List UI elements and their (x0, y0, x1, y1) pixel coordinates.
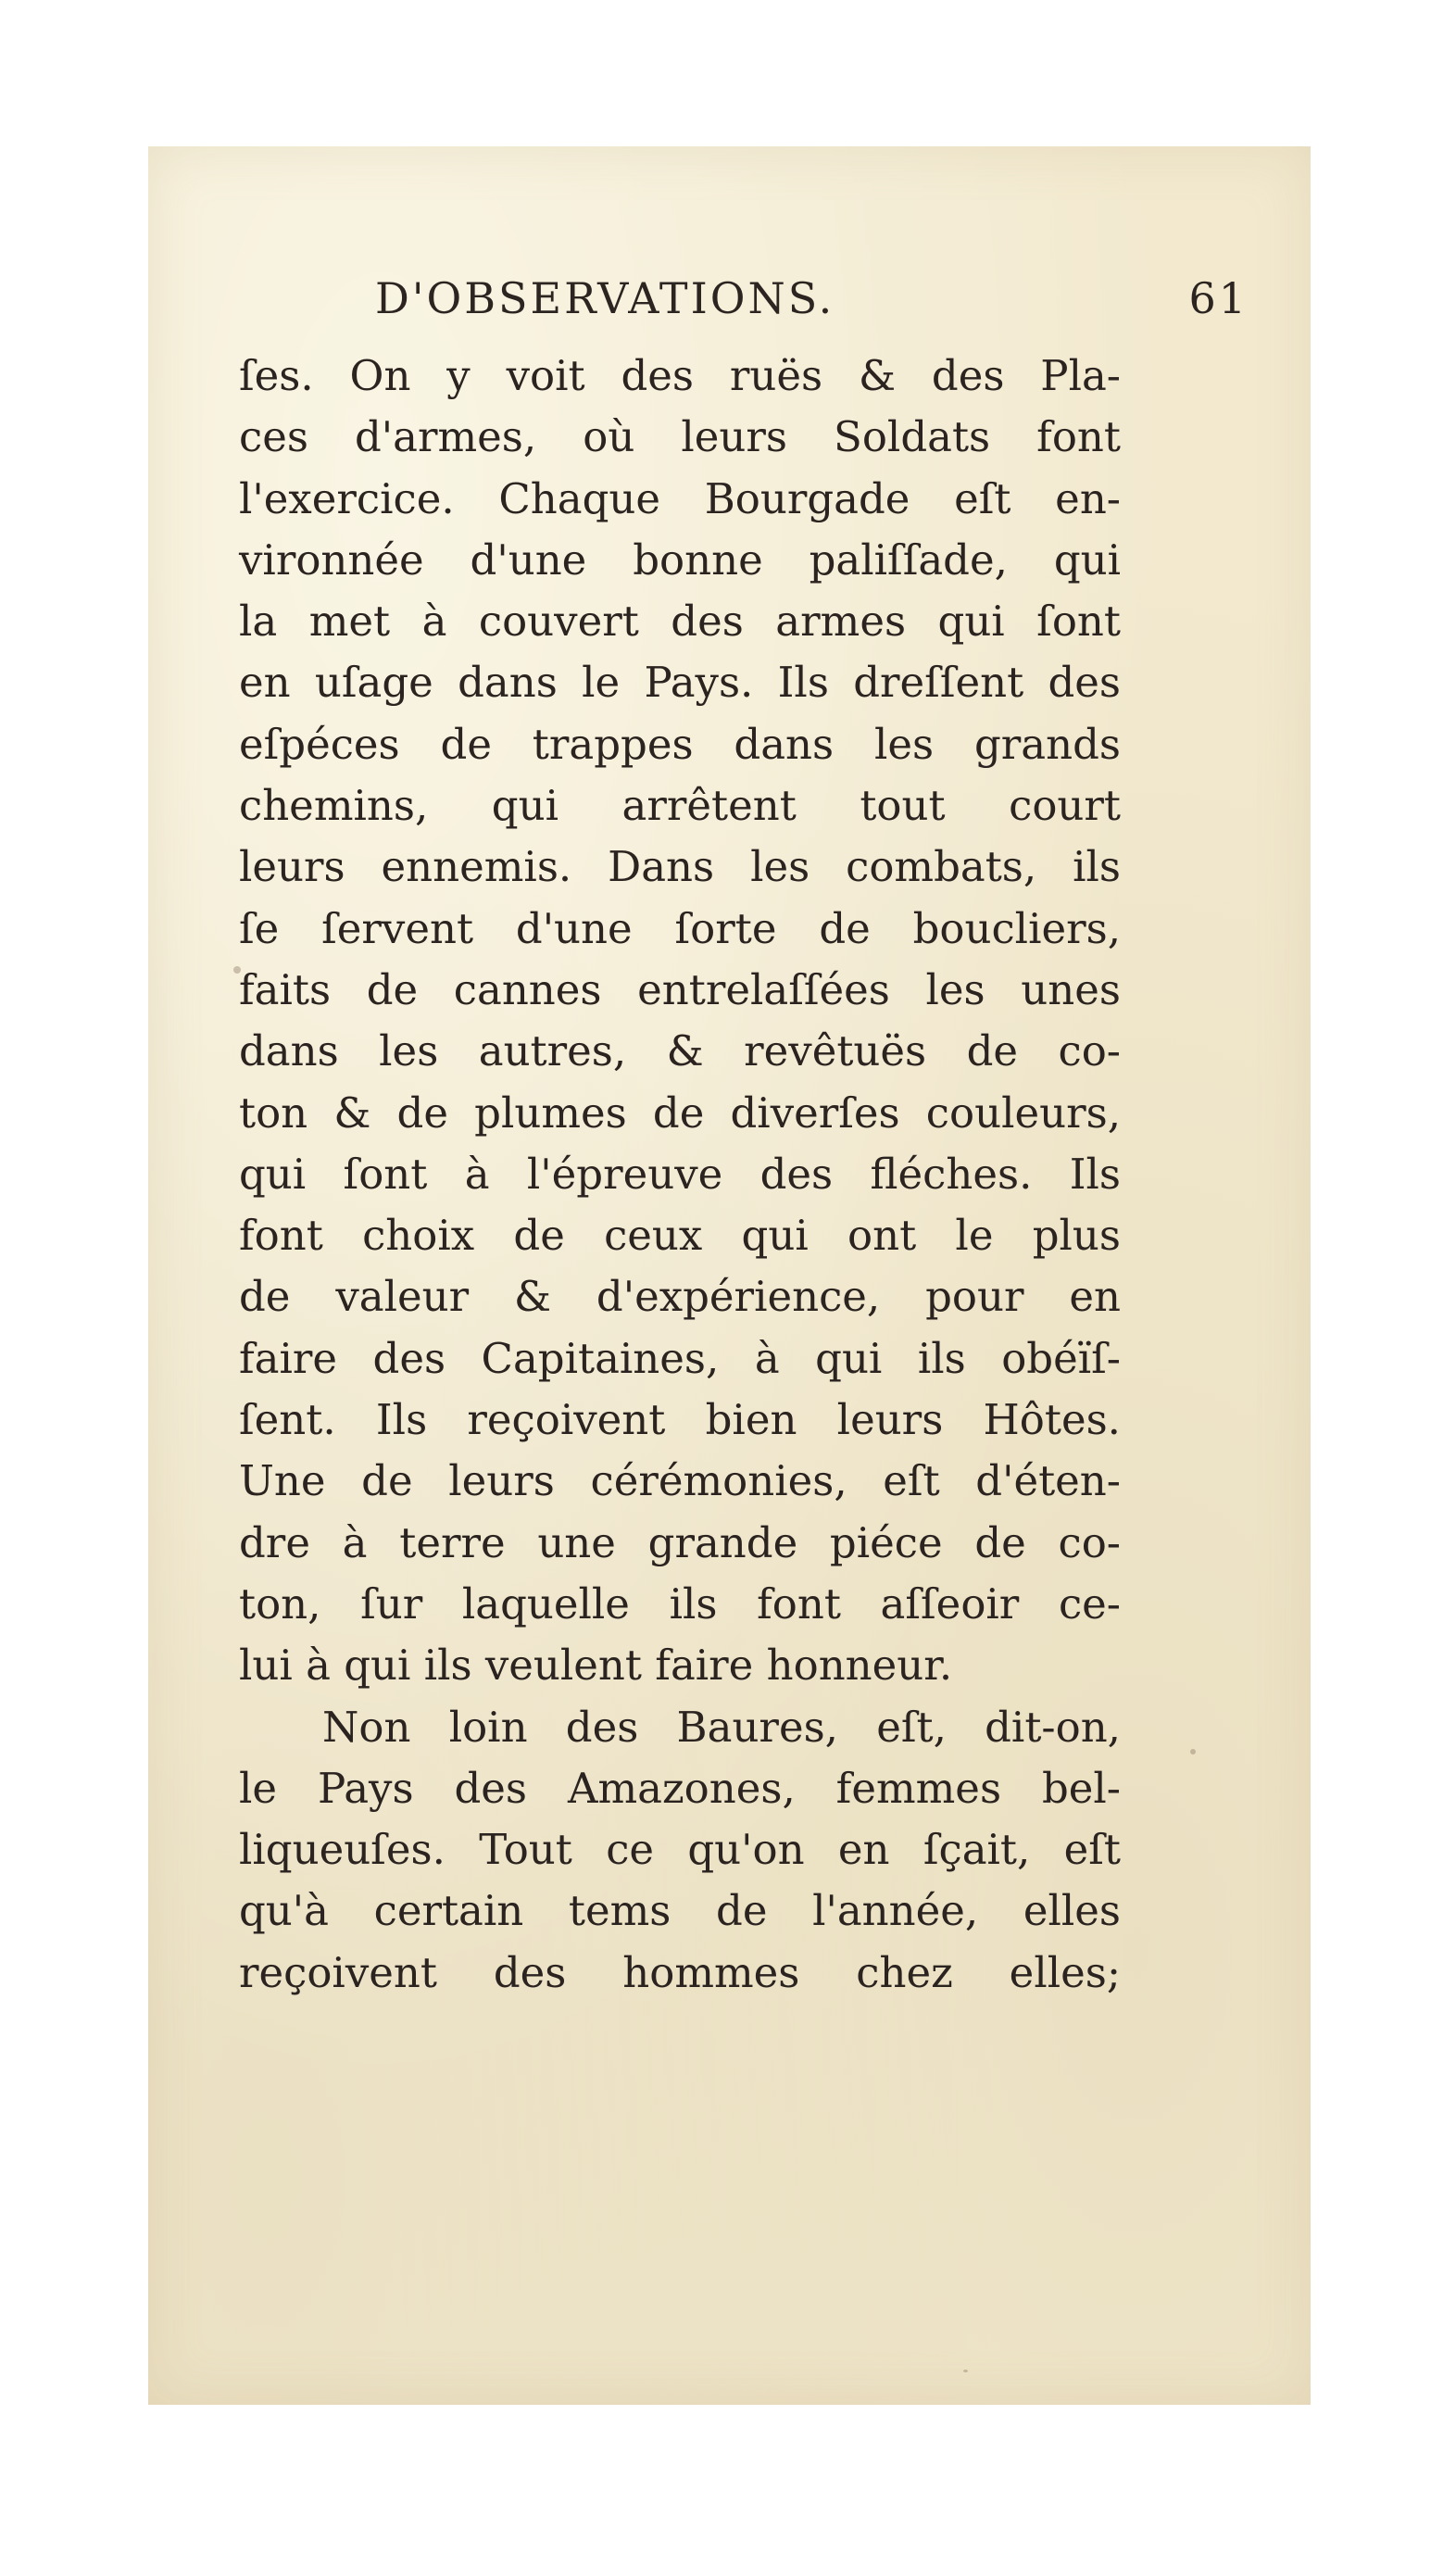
paragraph-1 (239, 346, 1121, 1697)
text-line: Non loin des Baures, eſt, dit-on, (322, 1702, 1121, 1752)
text-line: Une de leurs cérémonies, eſt d'éten- (239, 1456, 1121, 1506)
text-line: l'exercice. Chaque Bourgade eſt en- (239, 473, 1121, 523)
text-line: vironnée d'une bonne paliſſade, qui (239, 534, 1121, 585)
text-line: reçoivent des hommes chez elles; (239, 1947, 1121, 1997)
book-page (148, 146, 1311, 2405)
text-line: dans les autres, & revêtuës de co- (239, 1026, 1121, 1076)
text-line: ſent. Ils reçoivent bien leurs Hôtes. (239, 1395, 1121, 1445)
text-line: eſpéces de trappes dans les grands (239, 719, 1121, 769)
running-head: D'OBSERVATIONS. (375, 273, 835, 323)
body-text (239, 346, 1121, 2004)
text-line: faits de cannes entrelaſſées les unes (239, 964, 1121, 1014)
text-line: ton, ſur laquelle ils font aſſeoir ce- (239, 1578, 1121, 1629)
text-line: faire des Capitaines, à qui ils obéïſ- (239, 1333, 1121, 1383)
ink-speck (963, 2370, 968, 2372)
text-line: dre à terre une grande piéce de co- (239, 1517, 1121, 1567)
text-line: ces d'armes, où leurs Soldats font (239, 412, 1121, 462)
text-line: ſe ſervent d'une ſorte de boucliers, (239, 903, 1121, 953)
text-line: chemins, qui arrêtent tout court (239, 781, 1121, 831)
text-line: en uſage dans le Pays. Ils dreſſent des (239, 658, 1121, 708)
page-number: 61 (1188, 273, 1249, 323)
ink-speck (233, 966, 241, 974)
text-line: qu'à certain tems de l'année, elles (239, 1886, 1121, 1936)
text-line: leurs ennemis. Dans les combats, ils (239, 842, 1121, 892)
paragraph-2 (239, 1697, 1121, 2004)
text-line: ton & de plumes de diverſes couleurs, (239, 1088, 1121, 1138)
text-line: ſes. On y voit des ruës & des Pla- (239, 351, 1121, 400)
text-line: lui à qui ils veulent faire honneur. (239, 1641, 953, 1691)
text-line: font choix de ceux qui ont le plus (239, 1211, 1121, 1261)
text-line: la met à couvert des armes qui ſont (239, 597, 1121, 647)
text-line: de valeur & d'expérience, pour en (239, 1272, 1121, 1322)
text-line: le Pays des Amazones, femmes bel- (239, 1763, 1121, 1813)
text-line: liqueuſes. Tout ce qu'on en ſçait, eſt (239, 1825, 1121, 1875)
page-header (245, 273, 1249, 329)
text-line: qui ſont à l'épreuve des fléches. Ils (239, 1149, 1121, 1199)
ink-speck (1190, 1749, 1196, 1754)
